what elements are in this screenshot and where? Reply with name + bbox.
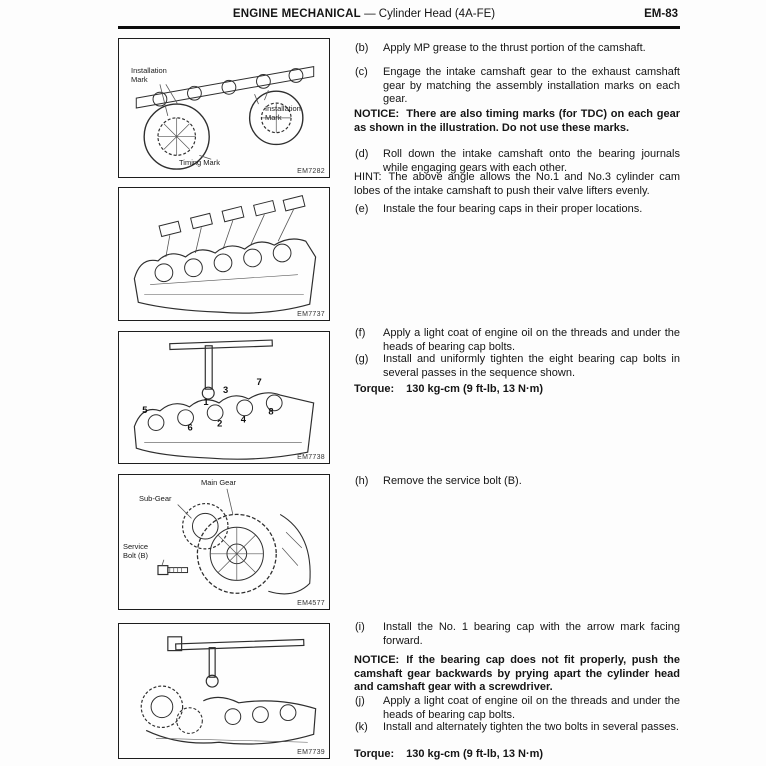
sequence-number-7: 7 — [256, 377, 262, 388]
figure-illustration — [119, 332, 329, 463]
step-text: Install and alternately tighten the two bolts in several passes. — [383, 721, 679, 733]
step-text: Apply MP grease to the thrust portion of the camshaft. — [383, 42, 646, 54]
step-text: Apply a light coat of engine oil on the threads and under the heads of bearing cap bolts. — [383, 327, 680, 353]
sequence-number-2: 2 — [217, 418, 223, 429]
step-id: (c) — [355, 66, 368, 78]
step-i — [354, 621, 680, 648]
notice-text: If the bearing cap does not fit properly, push the camshaft gear backwards by prying apart the cylinder head and camshaft gear with a screwdriver. — [354, 654, 680, 693]
page-header — [118, 6, 680, 29]
step-text: Engage the intake camshaft gear to the exhaust camshaft gear by matching the assembly installation marks on each gear. — [383, 66, 680, 105]
step-c — [354, 66, 680, 107]
label-main-gear: Main Gear — [201, 478, 237, 487]
step-j — [354, 695, 680, 722]
step-id: (h) — [355, 475, 369, 487]
sequence-number-8: 8 — [268, 406, 274, 417]
notice-label: NOTICE: — [354, 654, 400, 666]
sequence-number-6: 6 — [187, 422, 193, 433]
step-id: (i) — [355, 621, 365, 633]
label-installation-mark-2: Installation Mark — [265, 104, 301, 122]
step-e — [354, 203, 680, 217]
step-id: (e) — [355, 203, 369, 215]
figure-code: EM4577 — [297, 600, 325, 607]
figure-final-tightening — [118, 623, 330, 759]
figure-code: EM7738 — [297, 454, 325, 461]
notice-bearing-cap-fit — [354, 654, 680, 695]
step-id: (j) — [355, 695, 365, 707]
label-sub-gear: Sub-Gear — [139, 494, 172, 503]
hint-cam-angle — [354, 171, 680, 198]
figure-camshaft-marks — [118, 38, 330, 178]
step-id: (k) — [355, 721, 368, 733]
step-text: Remove the service bolt (B). — [383, 475, 522, 487]
label-timing-mark: Timing Mark — [179, 158, 220, 167]
page-number: EM-83 — [644, 8, 678, 20]
torque-value: 130 kg-cm (9 ft-lb, 13 N·m) — [406, 748, 544, 760]
step-text: Apply a light coat of engine oil on the threads and under the heads of bearing cap bolts. — [383, 695, 680, 721]
step-f — [354, 327, 680, 354]
torque-spec-2 — [354, 748, 680, 762]
figure-code: EM7282 — [297, 168, 325, 175]
step-g — [354, 353, 680, 380]
label-service-bolt: Service Bolt (B) — [123, 542, 149, 560]
notice-label: NOTICE: — [354, 108, 400, 120]
subsection-title: — Cylinder Head (4A-FE) — [364, 8, 496, 20]
sequence-number-3: 3 — [223, 385, 229, 396]
figure-illustration — [119, 624, 329, 758]
step-b — [354, 42, 680, 56]
sequence-number-4: 4 — [240, 414, 246, 425]
step-text: Install the No. 1 bearing cap with the arrow mark facing forward. — [383, 621, 680, 647]
figure-bearing-cap-tags — [118, 187, 330, 321]
section-title: ENGINE MECHANICAL — [232, 8, 361, 20]
figure-service-bolt — [118, 474, 330, 610]
notice-text: There are also timing marks (for TDC) on each gear as shown in the illustration. Do not use these marks. — [354, 108, 680, 134]
torque-spec-1 — [354, 383, 680, 397]
torque-value: 130 kg-cm (9 ft-lb, 13 N·m) — [406, 383, 544, 395]
step-id: (g) — [355, 353, 369, 365]
page-title — [118, 8, 610, 20]
hint-text: The above angle allows the No.1 and No.3 cylinder cam lobes of the intake camshaft to push their valve lifters evenly. — [354, 171, 680, 197]
sequence-number-1: 1 — [203, 396, 209, 407]
step-h — [354, 475, 680, 489]
figure-code: EM7739 — [297, 749, 325, 756]
figure-code: EM7737 — [297, 311, 325, 318]
step-text: Instale the four bearing caps in their proper locations. — [383, 203, 643, 215]
torque-label: Torque: — [354, 748, 395, 760]
step-text: Roll down the intake camshaft onto the bearing journals while engaging gears with each other. — [383, 148, 680, 174]
step-id: (d) — [355, 148, 369, 160]
procedure-column — [354, 42, 680, 762]
sequence-number-5: 5 — [142, 404, 148, 415]
figure-tightening-sequence — [118, 331, 330, 464]
torque-label: Torque: — [354, 383, 395, 395]
label-installation-mark-1: Installation Mark — [131, 66, 167, 84]
figure-column — [118, 38, 330, 759]
step-k — [354, 721, 680, 735]
hint-label: HINT: — [354, 171, 382, 183]
step-id: (f) — [355, 327, 366, 339]
step-text: Install and uniformly tighten the eight bearing cap bolts in several passes in the sequence shown. — [383, 353, 680, 379]
step-id: (b) — [355, 42, 369, 54]
notice-timing-marks — [354, 108, 680, 135]
figure-illustration — [119, 188, 329, 320]
